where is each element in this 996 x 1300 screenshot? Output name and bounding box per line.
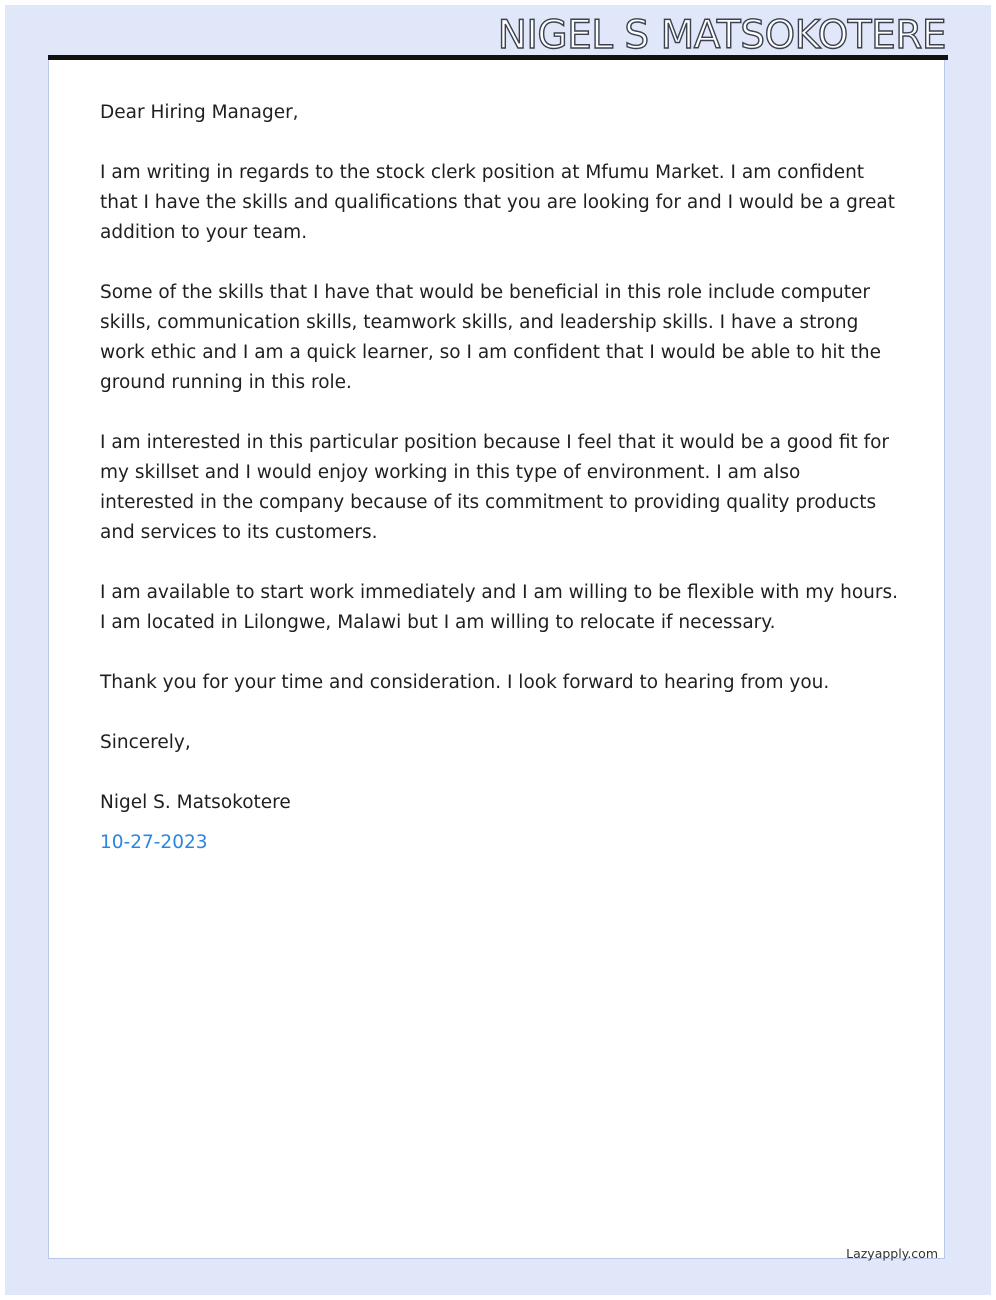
paragraph-thanks: Thank you for your time and consideration. I look forward to hearing from you. — [100, 672, 830, 693]
watermark-text: Lazyapply.com — [846, 1246, 938, 1261]
letter-date: 10-27-2023 — [100, 832, 208, 853]
paragraph-intro: I am writing in regards to the stock clerk position at Mfumu Market. I am confident that I have the skills and qualifications that you are looking for and I would be a great addition to your team. — [100, 162, 895, 243]
paragraph-skills: Some of the skills that I have that would be beneficial in this role include computer skills, communication skills, teamwork skills, and leadership skills. I have a strong work ethic and I am a quick learner, so I am confident that I would be able to hit the ground running in this role. — [100, 282, 881, 393]
salutation: Dear Hiring Manager, — [100, 102, 299, 123]
applicant-name-header: NIGEL S MATSOKOTERE — [497, 13, 946, 58]
signature-name: Nigel S. Matsokotere — [100, 792, 291, 813]
paragraph-interest: I am interested in this particular position because I feel that it would be a good fit for my skillset and I would enjoy working in this type of environment. I am also interested in the company because of its commitment to providing quality products and services to its customers. — [100, 432, 890, 543]
cover-letter-body — [100, 98, 900, 858]
closing: Sincerely, — [100, 732, 191, 753]
paragraph-availability: I am available to start work immediately and I am willing to be flexible with my hours. I am located in Lilongwe, Malawi but I am willing to relocate if necessary. — [100, 582, 898, 633]
